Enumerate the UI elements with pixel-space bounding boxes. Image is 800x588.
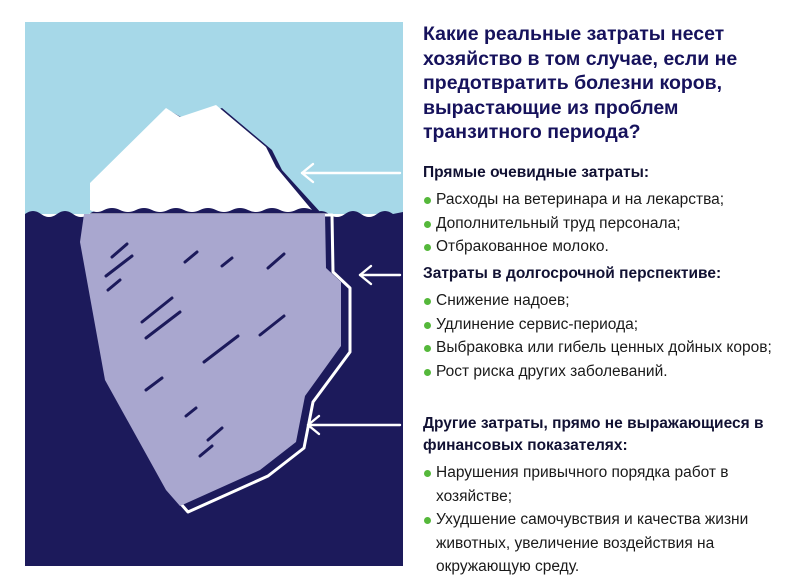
section-heading: Другие затраты, прямо не выражающиеся в финансовых показателях:	[423, 415, 764, 454]
section-other-costs	[423, 413, 795, 579]
list-item: Нарушения привычного порядка работ в хозяйстве;	[423, 461, 795, 508]
list-item: Снижение надоев;	[423, 289, 795, 313]
bullet-list	[423, 461, 795, 579]
list-item: Ухудшение самочувствия и качества жизни животных, увеличение воздействия на окружающую среду.	[423, 508, 795, 579]
bullet-list	[423, 188, 795, 259]
list-item: Удлинение сервис-периода;	[423, 313, 795, 337]
section-direct-costs	[423, 162, 795, 259]
page-title: Какие реальные затраты несет хозяйство в том случае, если не предотвратить болезни коров, вырастающие из проблем транзитного периода?	[423, 23, 738, 143]
bullet-list	[423, 289, 795, 383]
list-item: Рост риска других заболеваний.	[423, 360, 795, 384]
list-item: Выбраковка или гибель ценных дойных коров;	[423, 336, 795, 360]
text-panel	[423, 22, 795, 145]
section-heading: Затраты в долгосрочной перспективе:	[423, 265, 722, 282]
list-item: Дополнительный труд персонала;	[423, 212, 795, 236]
section-heading: Прямые очевидные затраты:	[423, 164, 649, 181]
section-long-term-costs	[423, 263, 795, 383]
list-item: Отбракованное молоко.	[423, 235, 795, 259]
list-item: Расходы на ветеринара и на лекарства;	[423, 188, 795, 212]
